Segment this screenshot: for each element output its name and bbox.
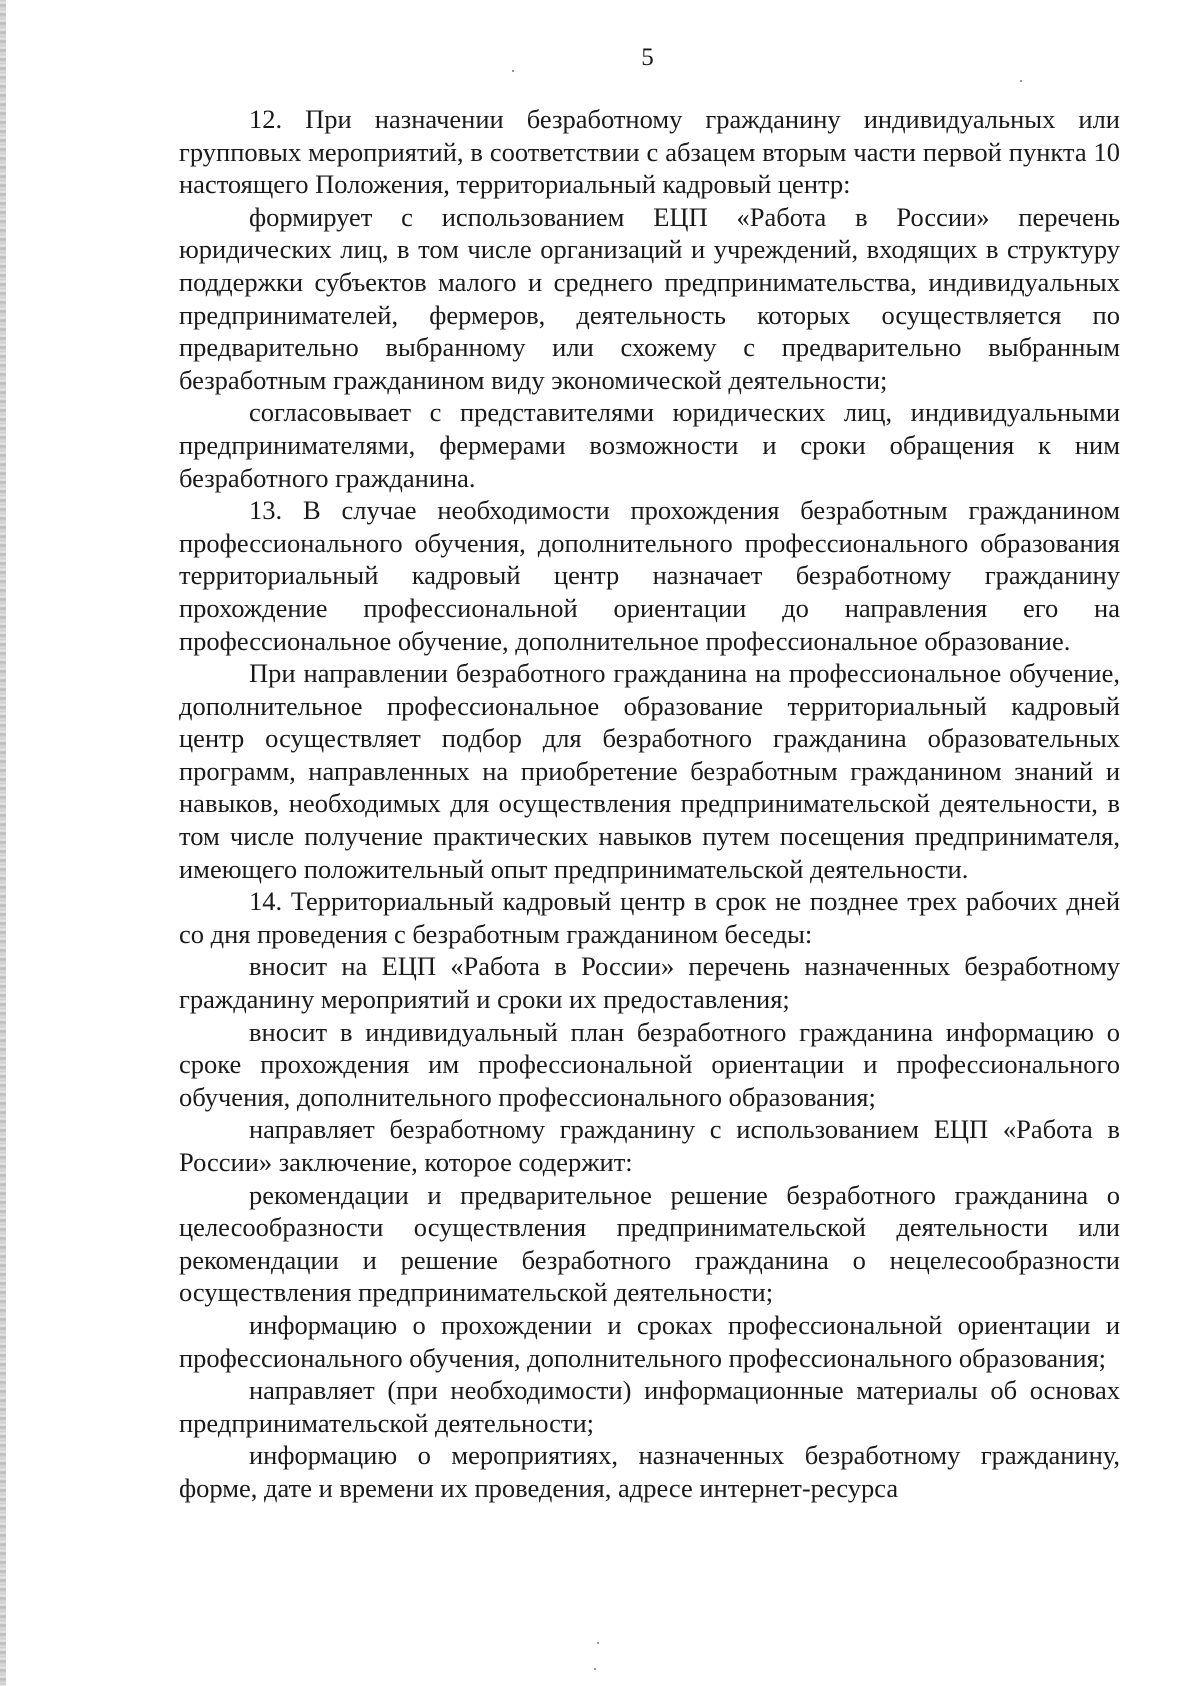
paragraph-14-events-info: информацию о мероприятиях, назначенных безработному гражданину, форме, дате и времени их проведения, адресе интернет-ресурса (179, 1440, 1120, 1503)
paragraph-13: 13. В случае необходимости прохождения безработным гражданином профессионального обучения, дополнительного профессионального образования территориальный кадровый центр назначает безработному гражданину прохождение профессиональной ориентации до направления его на профессиональное обучение, дополнительное профессиональное образование. (179, 495, 1120, 656)
paragraph-14-recommendations: рекомендации и предварительное решение безработного гражданина о целесообразности осуществления предпринимательской деятельности или рекомендации и решение безработного гражданина о нецелесообразности осуществления предпринимательской деятельности; (179, 1179, 1120, 1308)
paragraph-14-orientation-info: информацию о прохождении и сроках профессиональной ориентации и профессионального обучения, дополнительного профессионального образования; (179, 1309, 1120, 1373)
scan-speck (1020, 80, 1022, 82)
paragraph-12-forms-list: формирует с использованием ЕЦП «Работа в России» перечень юридических лиц, в том числе организаций и учреждений, входящих в структуру поддержки субъектов малого и среднего предпринимательства, индивидуальных предпринимателей, фермеров, деятельность которых осуществляется по предварительно выбранному или схожему с предварительно выбранным безработным гражданином виду экономической деятельности; (179, 201, 1120, 395)
paragraph-14-enters-list: вносит на ЕЦП «Работа в России» перечень назначенных безработному гражданину мероприятий и сроки их предоставления; (179, 951, 1120, 1015)
scan-speck (594, 1668, 596, 1670)
paragraph-14-info-materials: направляет (при необходимости) информационные материалы об основах предпринимательской деятельности; (179, 1375, 1120, 1438)
paragraph-12: 12. При назначении безработному гражданину индивидуальных или групповых мероприятий, в соответствии с абзацем вторым части первой пункта 10 настоящего Положения, территориальный кадровый центр: (179, 104, 1120, 200)
scan-edge (0, 0, 6, 1686)
page-number: 5 (641, 44, 654, 71)
paragraph-13-referral: При направлении безработного гражданина на профессиональное обучение, дополнительное профессиональное образование территориальный кадровый центр осуществляет подбор для безработного гражданина образовательных программ, направленных на приобретение безработным гражданином знаний и навыков, необходимых для осуществления предпринимательской деятельности, в том числе получение практических навыков путем посещения предпринимателя, имеющего положительный опыт предпринимательской деятельности. (179, 658, 1120, 884)
paragraph-14-sends-conclusion: направляет безработному гражданину с использованием ЕЦП «Работа в России» заключение, которое содержит: (179, 1114, 1120, 1177)
paragraph-14-individual-plan: вносит в индивидуальный план безработного гражданина информацию о сроке прохождения им профессиональной ориентации и профессионального обучения, дополнительного профессионального образования; (179, 1016, 1120, 1112)
document-body (179, 103, 1120, 1505)
scan-speck (597, 1642, 599, 1644)
scan-speck (512, 70, 514, 72)
paragraph-12-agrees: согласовывает с представителями юридических лиц, индивидуальными предпринимателями, фермерами возможности и сроки обращения к ним безработного гражданина. (179, 397, 1120, 493)
paragraph-14: 14. Территориальный кадровый центр в срок не позднее трех рабочих дней со дня проведения с безработным гражданином беседы: (179, 886, 1120, 949)
